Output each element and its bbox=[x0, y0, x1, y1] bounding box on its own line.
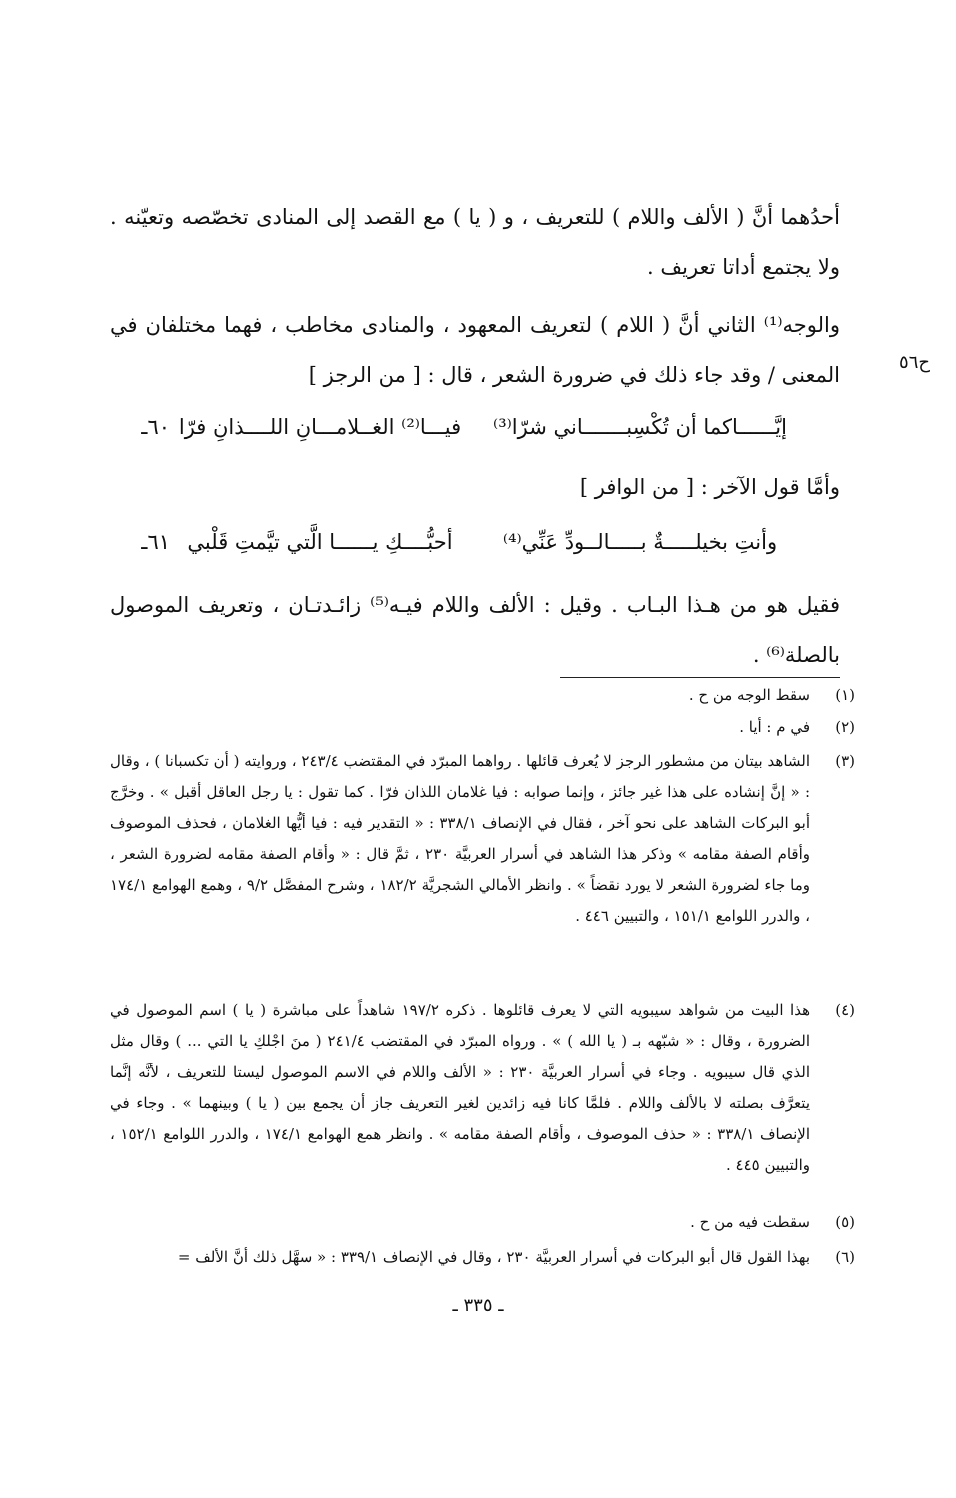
footnote-text: بهذا القول قال أبو البركات في أسرار العربيَّة ٢٣٠ ، وقال في الإنصاف ٣٣٩/١ : « سهَّل ذلك أنَّ الألف = bbox=[177, 1248, 810, 1266]
footnote-number: (٢) bbox=[835, 718, 855, 736]
verse-hemistich-second: وأنتِ بخيلـــــةٌ بـــــالــودِّ عَنِّي⁽⁴⁾ bbox=[502, 530, 778, 554]
verse-hemistich-second: إيَّــــــاكما أن تُكْسِبـــــــاني شرّا⁽³⁾ bbox=[493, 415, 787, 439]
footnote-5 bbox=[110, 1207, 855, 1238]
verse-hemistich-first: فيـــا⁽²⁾ الغــلامـــانِ اللــــذانِ فرّا bbox=[178, 415, 462, 439]
paragraph-2: والوجه⁽¹⁾ الثاني أنَّ ( اللام ) لتعريف المعهود ، والمنادى مخاطب ، فهما مختلفان في المعنى / وقد جاء ذلك في ضرورة الشعر ، قال : [ من الرجز ] bbox=[110, 313, 840, 387]
footnote-number: (٤) bbox=[835, 1001, 855, 1019]
paragraph-3: فقيل هو من هـذا البـاب . وقيل : الألف واللام فيـه⁽⁵⁾ زائـدتـان ، وتعريف الموصول بالصلة⁽⁶⁾ . bbox=[110, 593, 840, 667]
footnote-text: سقطت فيه من ح . bbox=[690, 1213, 810, 1231]
footnote-number: (٥) bbox=[835, 1213, 855, 1231]
footnote-text: سقط الوجه من ح . bbox=[688, 686, 810, 704]
footnote-text: الشاهد بيتان من مشطور الرجز لا يُعرف قائلها . رواهما المبرّد في المقتضب ٢٤٣/٤ ، وروايته ( أن تكسبانا ) ، وقال : « إنَّ إنشاده على هذا غير جائز ، وإنما صوابه : فيا غلامان اللذان فرّا . كما تقول : يا رجل العاقل أقبل » . وخرَّج أبو البركات الشاهد على نحو آخر ، فقال في الإنصاف ٣٣٨/١ : « التقدير فيه : فيا أيُّها الغلامان ، فحذف الموصوف وأقام الصفة مقامه » وذكر هذا الشاهد في أسرار العربيَّة ٢٣٠ ، ثمَّ قال : « وأقام الصفة مقامه لضرورة الشعر ، وما جاء لضرورة الشعر لا يورد نقضاً » . وانظر الأمالي الشجريَّة ١٨٢/٢ ، وشرح المفصَّل ٩/٢ ، وهمع الهوامع ١٧٤/١ ، والدرر اللوامع ١٥١/١ ، والتبيين ٤٤٦ . bbox=[110, 752, 811, 925]
footnote-text: في م : أيا . bbox=[739, 718, 810, 736]
verse-61 bbox=[110, 530, 840, 554]
footnote-3 bbox=[110, 746, 855, 932]
verse-hemistich-first: أحبُّــــكِ يــــــا الَّتي تيَّمتِ قَلْبي bbox=[187, 530, 453, 554]
page-number: ـ ٣٣٥ ـ bbox=[452, 1295, 504, 1316]
footnote-number: (٦) bbox=[835, 1248, 855, 1266]
footnote-number: (٣) bbox=[835, 752, 855, 770]
footnote-2 bbox=[110, 712, 855, 743]
footnote-6 bbox=[110, 1242, 855, 1273]
footnote-1 bbox=[110, 680, 855, 711]
verse-60 bbox=[110, 415, 840, 439]
paragraph-1: أحدُهما أنَّ ( الألف واللام ) للتعريف ، و ( يا ) مع القصد إلى المنادى تخصّصه وتعيّنه . ولا يجتمع أداتا تعريف . bbox=[110, 205, 840, 279]
footnote-number: (١) bbox=[835, 686, 855, 704]
verse-number: ٦١ـ bbox=[141, 530, 170, 554]
footnote-text: هذا البيت من شواهد سيبويه التي لا يعرف قائلوها . ذكره ١٩٧/٢ شاهداً على مباشرة ( يا ) اسم الموصول في الضرورة ، وقال : « شبّهه بـ ( يا الله ) » . ورواه المبرّد في المقتضب ٢٤١/٤ ( منَ اجْلكِ يا التي ... ) وقال مثل الذي قال سيبويه . وجاء في أسرار العربيَّة ٢٣٠ : « الألف واللام في الاسم الموصول ليستا للتعريف ، لأنَّه إنَّما يتعرَّف بصلته لا بالألف واللام . فلمَّا كانا فيه زائدين لغير التعريف جاز أن يجمع بين ( يا ) وبينهما » . وجاء في الإنصاف ٣٣٨/١ : « حذف الموصوف ، وأقام الصفة مقامه » . وانظر همع الهوامع ١٧٤/١ ، والدرر اللوامع ١٥٢/١ ، والتبيين ٤٤٥ . bbox=[110, 1001, 811, 1174]
margin-note: ح٥٦ bbox=[899, 352, 930, 373]
footnote-4 bbox=[110, 995, 855, 1181]
verse-number: ٦٠ـ bbox=[141, 415, 170, 439]
footnote-divider bbox=[560, 677, 840, 678]
meter-note: وأمَّا قول الآخر : [ من الوافر ] bbox=[579, 475, 840, 499]
